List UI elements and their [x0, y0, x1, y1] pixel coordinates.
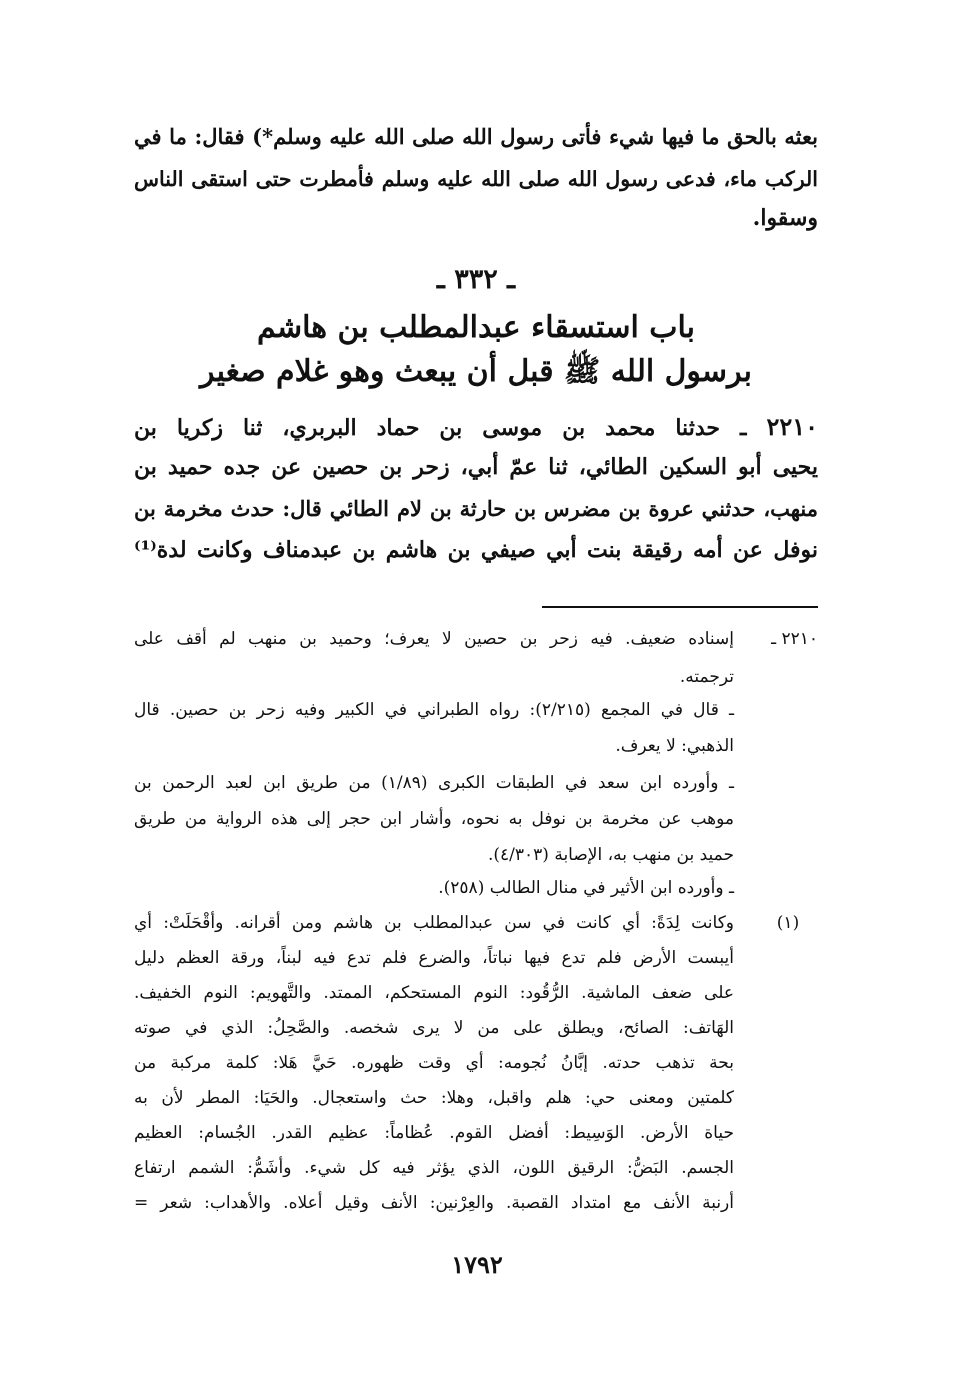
footnote-separator: [542, 606, 818, 608]
footnote-line: ـ وأورده ابن الأثير في منال الطالب (٢٥٨).: [438, 878, 734, 898]
footnote-line: الذهبي: لا يعرف.: [615, 736, 734, 756]
chapter-title-line1: باب استسقاء عبدالمطلب بن هاشم: [257, 310, 695, 345]
footnote-line: أرنبة الأنف مع امتداد القصبة. والعِرْنين: الأنف وقيل أعلاه. والأهداب: شعر =: [134, 1193, 734, 1213]
chapter-number: ـ ٣٣٢ ـ: [436, 264, 516, 295]
footnote-line: بحة تذهب حدته. إبَّانُ نُجومه: أي وقت ظهوره. حَيَّ هَلا: كلمة مركبة من: [134, 1053, 734, 1073]
footnote-takhrij-label: ٢٢١٠ ـ: [771, 629, 818, 649]
chapter-title-line2: برسول الله ﷺ قبل أن يبعث وهو غلام صغير: [200, 354, 752, 389]
hadith-line: منهب، حدثني عروة بن مضرس بن حارثة بن لام الطائي قال: حدث مخرمة بن: [134, 496, 818, 521]
footnote-line: إسناده ضعيف. فيه زحر بن حصين لا يعرف؛ وحميد بن منهب لم أقف على: [134, 629, 734, 649]
hadith-line: نوفل عن أمه رقيقة بنت أبي صيفي بن هاشم بن عبدمناف وكانت لدة⁽¹⁾: [134, 537, 818, 563]
footnote-line: ترجمته.: [679, 667, 734, 687]
footnote-line: ـ وأورده ابن سعد في الطبقات الكبرى (١/٨٩) من طريق ابن لعبد الرحمن بن: [134, 773, 734, 793]
footnote-line: حياة الأرض. الوَسِيط: أفضل القوم. عُظاماً: عظيم القدر. الجُسام: العظيم: [134, 1123, 734, 1143]
footnote-line: الجسم. البَضُّ: الرقيق اللون، الذي يؤثر فيه كل شيء. وأشَمُّ: الشمم ارتفاع: [134, 1158, 734, 1178]
hadith-number: ٢٢١٠: [766, 412, 818, 441]
footnote-note-label: (١): [776, 913, 800, 933]
top-text-line: الركب ماء، فدعى رسول الله صلى الله عليه وسلم فأمطرت حتى استقى الناس: [134, 167, 818, 191]
footnote-line: على ضعف الماشية. الرُّقُود: النوم المستحكم، الممتد. والتَّهويم: النوم الخفيف.: [134, 983, 734, 1003]
hadith-line-text: ـ حدثنا محمد بن موسى بن حماد البربري، ثنا زكريا بن: [134, 415, 747, 441]
footnote-line: الهَاتف: الصائح، ويطلق على من لا يرى شخصه. والصَّحِلُ: الذي في صوته: [134, 1018, 734, 1038]
footnote-line: وكانت لِدَةً: أي كانت في سن عبدالمطلب بن هاشم ومن أقرانه. وأقْحَلَتْ: أي: [134, 913, 734, 933]
footnote-line: موهب عن مخرمة بن نوفل به نحوه، وأشار ابن حجر إلى هذه الرواية من طريق: [134, 809, 734, 829]
hadith-line: [134, 412, 818, 443]
top-text-line: بعثه بالحق ما فيها شيء فأتى رسول الله صلى الله عليه وسلم*) فقال: ما في: [134, 124, 818, 149]
page-number: ١٧٩٢: [451, 1250, 503, 1279]
footnote-line: كلمتين ومعنى حي: هلم واقبل، وهلا: حث واستعجال. والحَيَا: المطر لأن به: [134, 1088, 734, 1108]
hadith-line: يحيى أبو السكين الطائي، ثنا عمّ أبي، زحر بن حصين عن جده حميد بن: [134, 454, 818, 480]
top-text-line: وسقوا.: [752, 205, 818, 231]
footnote-line: ـ قال في المجمع (٢/٢١٥): رواه الطبراني في الكبير وفيه زحر بن حصين. قال: [134, 700, 734, 720]
footnote-line: حميد بن منهب به، الإصابة (٤/٣٠٣).: [487, 845, 734, 865]
footnote-line: أيبست الأرض فلم تدع فيها نباتاً، والضرع فلم تدع فيه لبناً، ورقة العظم دليل: [134, 948, 734, 968]
